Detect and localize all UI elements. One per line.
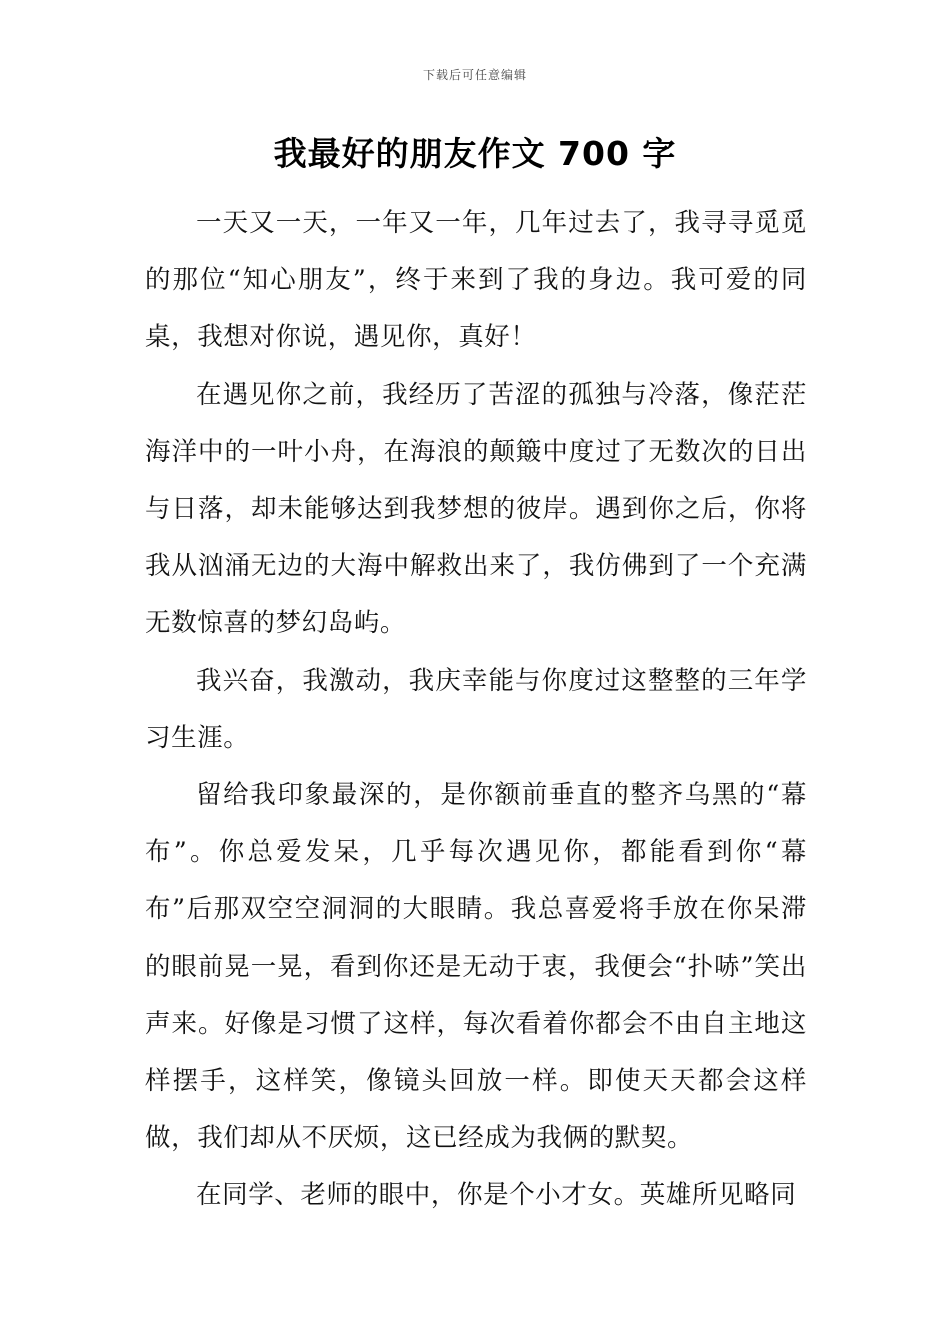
header-note: 下载后可任意编辑: [422, 68, 527, 82]
document-title: 我最好的朋友作文 700 字: [273, 134, 677, 173]
paragraph-4: 留给我印象最深的，是你额前垂直的整齐乌黑的“幕布”。你总爱发呆，几乎每次遇见你，都能看到你“幕布”后那双空空洞洞的大眼睛。我总喜爱将手放在你呆滞的眼前晃一晃，看到你还是无动于衷，我便会“扑哧”笑出声来。好像是习惯了这样，每次看着你都会不由自主地这样摆手，这样笑，像镜头回放一样。即使天天都会这样做，我们却从不厌烦，这已经成为我俩的默契。: [145, 780, 807, 1154]
paragraph-3: 我兴奋，我激动，我庆幸能与你度过这整整的三年学习生涯。: [145, 665, 807, 753]
paragraph-5: 在同学、老师的眼中，你是个小才女。英雄所见略同: [196, 1180, 797, 1211]
paragraph-2: 在遇见你之前，我经历了苦涩的孤独与冷落，像茫茫海洋中的一叶小舟，在海浪的颠簸中度过了无数次的日出与日落，却未能够达到我梦想的彼岸。遇到你之后，你将我从汹涌无边的大海中解救出来了，我仿佛到了一个充满无数惊喜的梦幻岛屿。: [145, 379, 807, 639]
paragraph-1: 一天又一天，一年又一年，几年过去了，我寻寻觅觅的那位“知心朋友”，终于来到了我的身边。我可爱的同桌，我想对你说，遇见你，真好！: [145, 208, 807, 353]
document-body: [145, 195, 807, 1225]
